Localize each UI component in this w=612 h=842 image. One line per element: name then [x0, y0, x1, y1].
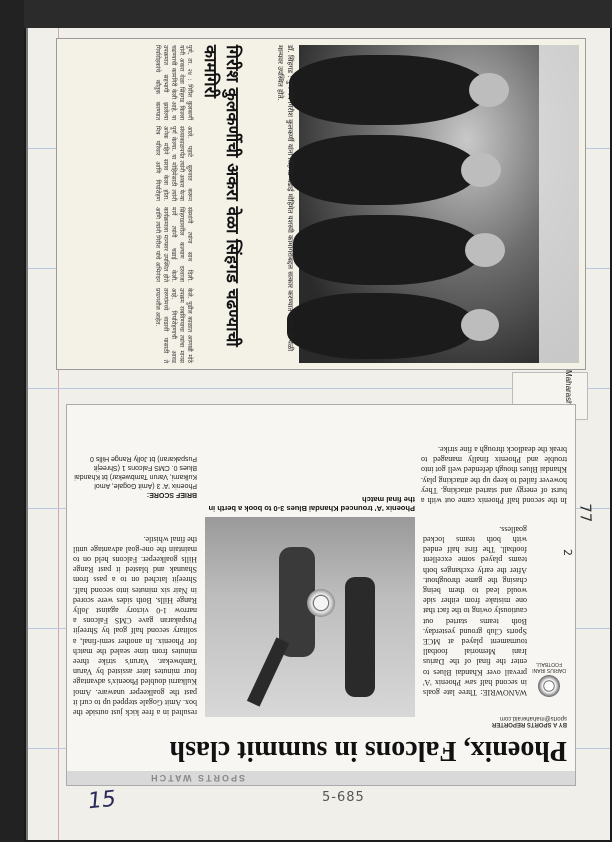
photo-caption: Phoenix 'A' trounced Khandai Blues 3-0 to book a berth in the final match: [208, 495, 415, 513]
article-column-2: In the second half Phoenix came out with a burst of energy and started attacking. They however failed to keep up the attacking play. Khandai Blues though defended well got into trouble and Phoenix finally managed to break the deadlock through a fine strike.: [421, 444, 567, 505]
byline: [447, 715, 567, 727]
english-news-clipping: [66, 404, 576, 786]
handwritten-margin-mark: 77: [576, 503, 595, 523]
person-figure: [289, 135, 479, 205]
section-header: SPORTS WATCH: [67, 771, 575, 785]
photo-background-banner: [539, 45, 579, 363]
photo-caption: डॉ. सिंहगड : पुणे येथे गिरीश कुलकर्णी यांना सिंहगड चढाई मोहिमेत यशस्वी कामगिरीबद्दल सत्कार करण्यात आला. या वेळी मान्यवर उपस्थित होते.: [276, 45, 294, 352]
person-face: [461, 153, 501, 187]
byline-email: sports@mahaherald.com: [499, 715, 567, 721]
ceremony-photo: [299, 45, 579, 363]
person-figure: [289, 55, 489, 125]
scanner-top-band: [24, 0, 612, 28]
brief-score-box: [73, 454, 197, 499]
logo-label: DARIUS IRANI FOOTBALL: [532, 661, 566, 673]
football-icon: [307, 589, 335, 617]
handwritten-page-number: 15: [86, 786, 118, 815]
english-clipping-content: [67, 405, 575, 785]
marathi-clipping-content: [57, 39, 585, 369]
binder-edge: [0, 0, 24, 842]
handwritten-margin-mark: 2: [560, 548, 575, 557]
football-action-photo: [205, 517, 415, 717]
player-silhouette: [345, 577, 375, 697]
brief-score-title: BRIEF SCORE:: [146, 491, 197, 498]
person-face: [461, 309, 499, 341]
person-face: [465, 233, 505, 267]
byline-reporter: BY A SPORTS REPORTER: [491, 721, 567, 727]
article-body: पुणे, ता. २४ : गिरीश कुलकर्णी यांनी अकरा वेळा सिंहगड किल्ला चढण्याची कामगिरी केली आहे. या उपक्रमात सहभागी झालेल्या गिर्यारोहकांचे कौतुक करण्यात आले. पहाटे सुरुवात करून संध्याकाळपर्यंत त्यांनी अकरा फेऱ्या पूर्ण केल्या. या मोहिमेसाठी त्यांनी अनेक महिने सराव केला होता. मित्र परिवार आणि गिर्यारोहण संस्थांनी त्यांना साथ दिली. सिंहगडावरील कल्याण दरवाजा मार्गे त्यांनी चढाई केली. कार्यक्रमाला मान्यवर उपस्थित होते आणि त्यांनी गिरीश यांचे अभिनंदन केले. पुढील काळात आणखी मोठे उपक्रम राबविण्याचा त्यांचा मानस आहे. गिर्यारोहणाची आवड तरुणांमध्ये वाढावी यासाठी ते प्रयत्नशील आहेत.: [154, 45, 193, 363]
marathi-news-clipping: [56, 38, 586, 370]
player-leg: [247, 637, 289, 706]
person-face: [469, 73, 509, 107]
article-column-1: WANOWRIE: Three late goals in second half saw Phoenix 'A' prevail over Khandai Blues to enter the final of the Darius Irani Memorial football tournament played at MCE Sports Club ground yesterday. Both teams started out cautiously owing to the fact that one mistake from either side would lead to them being chasing the game throughout. After the early exchanges both teams played some excellent football. The first half ended with both teams locked goalless.: [423, 524, 527, 697]
handwritten-code: 5-685: [322, 790, 365, 805]
brief-score-body: Phoenix 'A' 3 (Amit Gogale, Amol Kulkarni, Varun Tambwekar) bt Khandai Blues 0. CMS Falcons 1 (Shreejit Puspakaran) bt Jolly Range Hills 0: [74, 455, 197, 489]
article-headline: गिरीश कुलकर्णीची अकरा वेळा सिंहगड चढण्याची कामगिरी: [200, 45, 242, 347]
tournament-logo: [531, 661, 567, 697]
person-figure: [287, 293, 477, 359]
football-icon: [538, 675, 560, 697]
person-figure: [293, 215, 483, 285]
article-column-3: resulted in a free kick just outside the box. Amit Gogale stepped up to curl it past the goalkeeper unaware. Amol Kulkarni doubled Phoenix's advantage four minutes later assisted by Varun Tambwekar. Varun's strike three minutes from time sealed the match for Phoenix. In another semi-final, a solitary second half goal by Shreejit Puspakaran gave CMS Falcons a narrow 1-0 victory against Jolly Range Hills. Both sides were scored in Nair six minutes into second half. Shreejit latched on to a pass from Shaunak and blasted it past Range Hills goalkeeper. Falcons held on to maintain the one-goal advantage until the final whistle.: [73, 534, 197, 717]
article-headline: Phoenix, Falcons in summit clash: [169, 735, 567, 766]
